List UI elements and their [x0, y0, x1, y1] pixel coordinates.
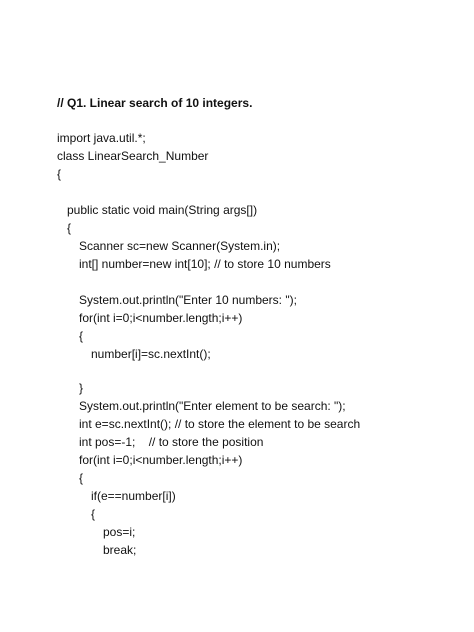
code-line-search-element: int e=sc.nextInt(); // to store the element to be search	[79, 417, 361, 431]
code-line-prompt-numbers: System.out.println("Enter 10 numbers: ");	[79, 293, 297, 307]
code-line-search-loop-open-brace: {	[79, 471, 84, 485]
code-line-scanner: Scanner sc=new Scanner(System.in);	[79, 239, 281, 253]
code-line-prompt-search: System.out.println("Enter element to be search: ");	[79, 399, 346, 413]
document-title: // Q1. Linear search of 10 integers.	[57, 96, 253, 110]
code-line-input-loop-close-brace: }	[79, 381, 84, 395]
code-line-read-number: number[i]=sc.nextInt();	[91, 347, 211, 361]
code-line-if-condition: if(e==number[i])	[91, 489, 176, 503]
code-line-class: class LinearSearch_Number	[57, 149, 209, 163]
code-line-if-open-brace: {	[91, 507, 96, 521]
code-line-class-open-brace: {	[57, 167, 62, 181]
code-line-array-declaration: int[] number=new int[10]; // to store 10 numbers	[79, 257, 331, 271]
code-line-main-open-brace: {	[67, 221, 72, 235]
code-line-main-method: public static void main(String args[])	[67, 203, 258, 217]
code-line-import: import java.util.*;	[57, 131, 146, 145]
code-line-input-loop: for(int i=0;i<number.length;i++)	[79, 311, 243, 325]
code-line-position: int pos=-1; // to store the position	[79, 435, 264, 449]
code-line-input-loop-open-brace: {	[79, 329, 84, 343]
code-line-break: break;	[103, 543, 137, 557]
code-line-search-loop: for(int i=0;i<number.length;i++)	[79, 453, 243, 467]
code-line-assign-position: pos=i;	[103, 525, 136, 539]
